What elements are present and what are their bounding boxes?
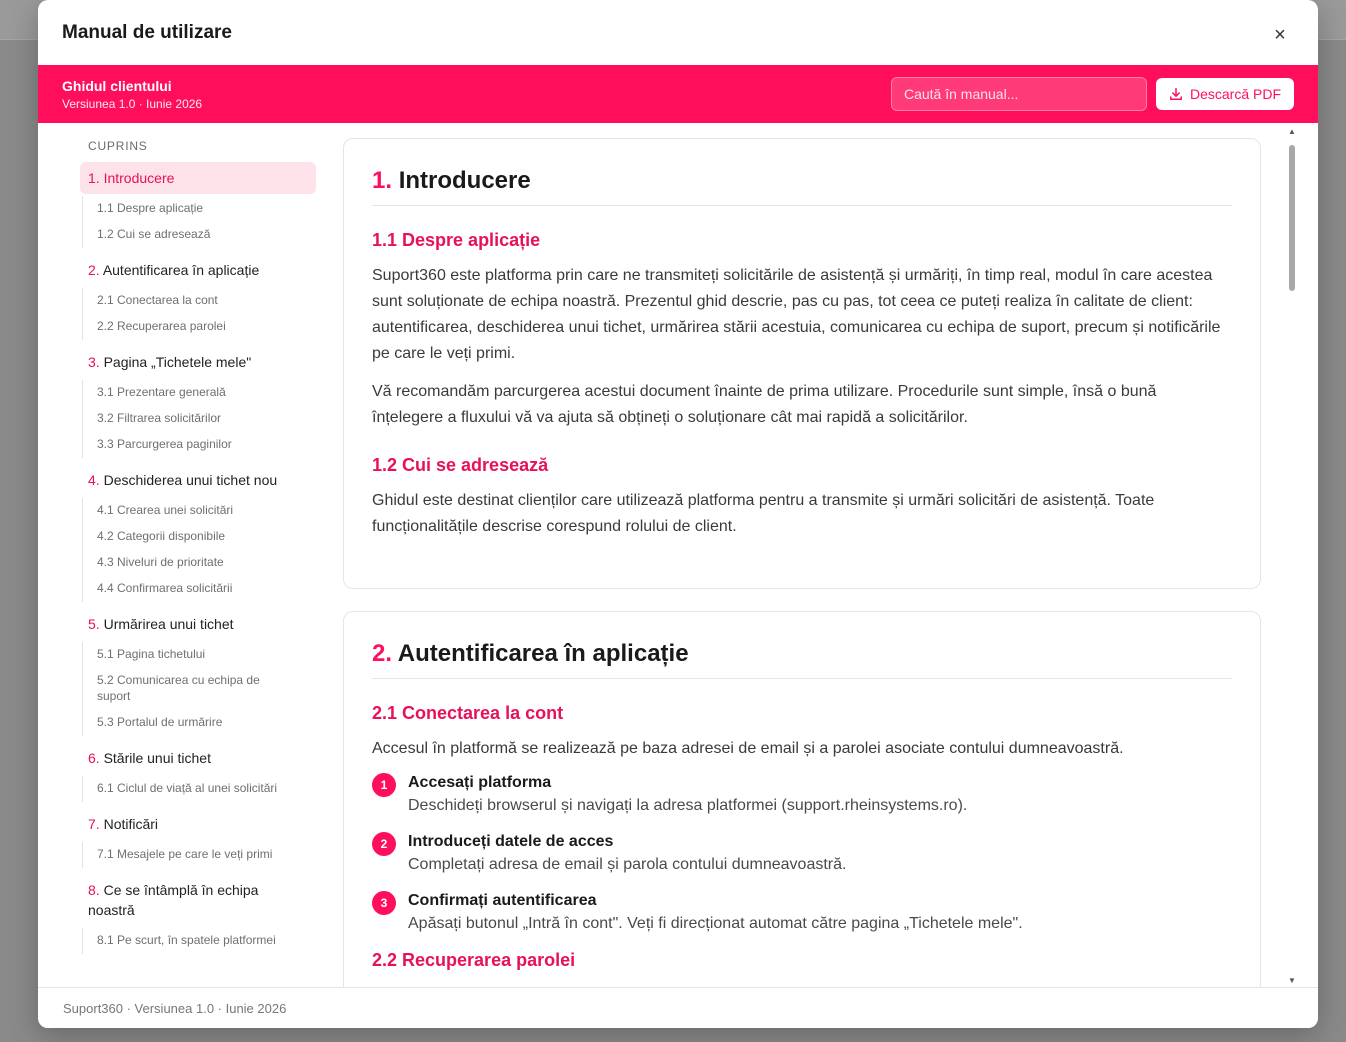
toc-chapter-label: Introducere: [103, 170, 175, 186]
toc-subsection-list: [82, 196, 343, 248]
modal-footer: [38, 987, 1318, 1028]
close-icon: ×: [1274, 24, 1286, 46]
toc-chapter-number: 5.: [88, 616, 100, 632]
toc-subsection-link[interactable]: 1.1 Despre aplicație: [97, 201, 204, 215]
toc-chapter-label: Pagina „Tichetele mele": [103, 354, 252, 370]
step-description: Apăsați butonul „Intră în cont". Veți fi direcționat automat către pagina „Tichetele mele".: [408, 915, 1023, 932]
toc-subsection-link[interactable]: 2.2 Recuperarea parolei: [97, 319, 226, 333]
toc-chapter-link[interactable]: [80, 162, 316, 194]
step-number-badge: 3: [372, 891, 396, 915]
section-title: [372, 167, 1232, 206]
section-introducere: [343, 138, 1261, 589]
paragraph: Accesul în platformă se realizează pe baza adresei de email și a parolei asociate contului dumneavoastră.: [372, 740, 1124, 757]
toc-chapter-number: 7.: [88, 816, 100, 832]
toc-subsection-link[interactable]: 6.1 Ciclul de viață al unei solicitări: [97, 781, 278, 795]
download-pdf-label: Descarcă PDF: [1189, 86, 1281, 102]
toc-subsection-link[interactable]: 3.3 Parcurgerea paginilor: [97, 437, 232, 451]
step-title: Confirmați autentificarea: [408, 892, 597, 909]
toc-subsection-list: [82, 288, 343, 340]
toc-subsection-link[interactable]: 4.3 Niveluri de prioritate: [97, 555, 224, 569]
toc-chapter-link[interactable]: [80, 346, 316, 378]
paragraph: Suport360 este platforma prin care ne transmiteți solicitările de asistență și urmăriți, în timp real, modul în care acestea sunt soluționate de echipa noastră. Prezentul ghid descrie, pas cu pas, tot ceea ce puteți realiza în calitate de client: autentificarea, deschiderea unui tichet, urmărirea stării acestuia, comunicarea cu echipa de suport, precum și notificările pe care le veți primi.: [372, 267, 1221, 362]
toc-subsection-list: [82, 776, 343, 802]
step-item: [372, 890, 1232, 936]
content-scrollbar[interactable]: [1287, 127, 1297, 985]
step-number-badge: 2: [372, 832, 396, 856]
download-pdf-button[interactable]: [1156, 78, 1294, 110]
toc-subsection-list: [82, 842, 343, 868]
toc-subsection-list: [82, 380, 343, 458]
banner-title: Ghidul clientului: [62, 77, 172, 94]
subsection-title: 1.1 Despre aplicație: [372, 230, 541, 250]
step-item: [372, 831, 1232, 877]
toc-subsection-link[interactable]: 4.4 Confirmarea solicitării: [97, 581, 233, 595]
toc-subsection-link[interactable]: 5.1 Pagina tichetului: [97, 647, 206, 661]
toc-chapter-number: 8.: [88, 882, 100, 898]
subsection-title: 2.1 Conectarea la cont: [372, 703, 564, 723]
scroll-thumb[interactable]: [1289, 145, 1295, 291]
step-title: Introduceți datele de acces: [408, 833, 614, 850]
toc-chapter-link[interactable]: [80, 254, 316, 286]
step-title: Accesați platforma: [408, 774, 552, 791]
download-icon: [1169, 87, 1183, 101]
toc-chapter-link[interactable]: [80, 808, 316, 840]
close-button[interactable]: [1266, 22, 1294, 50]
toc-chapter-label: Ce se întâmplă în echipa noastră: [88, 882, 259, 918]
toc-chapter-label: Autentificarea în aplicație: [102, 262, 260, 278]
toc-chapter-number: 2.: [88, 262, 100, 278]
section-number: 2.: [372, 640, 393, 667]
toc-subsection-link[interactable]: 4.1 Crearea unei solicitări: [97, 503, 234, 517]
modal-header: [38, 0, 1318, 65]
subsection-title: 2.2 Recuperarea parolei: [372, 950, 576, 970]
toc-chapter-label: Urmărirea unui tichet: [103, 616, 234, 632]
manual-search-input[interactable]: [891, 77, 1147, 111]
manual-modal: [38, 0, 1318, 1028]
step-description: Deschideți browserul și navigați la adresa platformei (support.rheinsystems.ro).: [408, 797, 968, 814]
steps-list: [372, 772, 1232, 936]
toc-subsection-link[interactable]: 5.2 Comunicarea cu echipa de suport: [97, 673, 260, 703]
toc-chapter-link[interactable]: [80, 742, 316, 774]
scroll-up-arrow-icon[interactable]: ▲: [1288, 127, 1296, 136]
toc-subsection-link[interactable]: 3.1 Prezentare generală: [97, 385, 226, 399]
section-title-text: Introducere: [398, 167, 531, 194]
toc-subsection-link[interactable]: 4.2 Categorii disponibile: [97, 529, 226, 543]
modal-title: Manual de utilizare: [62, 21, 232, 43]
toc-subsection-link[interactable]: 8.1 Pe scurt, în spatele platformei: [97, 933, 276, 947]
paragraph: Ghidul este destinat clienților care utilizează platforma pentru a transmite și urmări solicitări de asistență. Toate funcționalitățile descrise corespund rolului de client.: [372, 492, 1155, 535]
toc-list: [80, 162, 343, 954]
section-title-text: Autentificarea în aplicație: [397, 640, 689, 667]
banner-info: [62, 78, 202, 111]
step-number-badge: 1: [372, 773, 396, 797]
toc-subsection-link[interactable]: 3.2 Filtrarea solicitărilor: [97, 411, 222, 425]
scroll-down-arrow-icon[interactable]: ▼: [1288, 976, 1296, 985]
paragraph: Vă recomandăm parcurgerea acestui document înainte de prima utilizare. Procedurile sunt simple, însă o bună înțelegere a fluxului vă va ajuta să obțineți o soluționare cât mai rapidă a solicitărilor.: [372, 383, 1157, 426]
toc-chapter-number: 4.: [88, 472, 100, 488]
toc-chapter-link[interactable]: [80, 608, 316, 640]
manual-body: [38, 123, 1318, 987]
footer-text: Suport360 · Versiunea 1.0 · Iunie 2026: [63, 1000, 287, 1016]
toc-chapter-link[interactable]: [80, 874, 316, 926]
toc-chapter-label: Deschiderea unui tichet nou: [103, 472, 278, 488]
toc-subsection-list: [82, 642, 343, 736]
toc-subsection-list: [82, 498, 343, 602]
toc-heading: CUPRINS: [88, 139, 148, 153]
toc-subsection-link[interactable]: 7.1 Mesajele pe care le veți primi: [97, 847, 273, 861]
section-number: 1.: [372, 167, 393, 194]
toc-chapter-label: Stările unui tichet: [103, 750, 211, 766]
subsection-title: 1.2 Cui se adresează: [372, 455, 549, 475]
step-item: [372, 772, 1232, 818]
section-autentificare: [343, 611, 1261, 987]
banner-subtitle: Versiunea 1.0 · Iunie 2026: [62, 96, 203, 111]
manual-content[interactable]: [343, 123, 1305, 987]
toc-subsection-link[interactable]: 1.2 Cui se adresează: [97, 227, 211, 241]
toc-subsection-link[interactable]: 2.1 Conectarea la cont: [97, 293, 218, 307]
toc-subsection-list: [82, 928, 343, 954]
step-description: Completați adresa de email și parola contului dumneavoastră.: [408, 856, 847, 873]
toc-chapter-number: 6.: [88, 750, 100, 766]
toc-chapter-number: 1.: [88, 170, 100, 186]
section-title: [372, 640, 1232, 679]
guide-banner: [38, 65, 1318, 123]
toc-chapter-link[interactable]: [80, 464, 316, 496]
toc-subsection-link[interactable]: 5.3 Portalul de urmărire: [97, 715, 223, 729]
toc-chapter-label: Notificări: [103, 816, 159, 832]
table-of-contents: [38, 123, 343, 987]
toc-chapter-number: 3.: [88, 354, 100, 370]
banner-actions: [891, 77, 1294, 111]
